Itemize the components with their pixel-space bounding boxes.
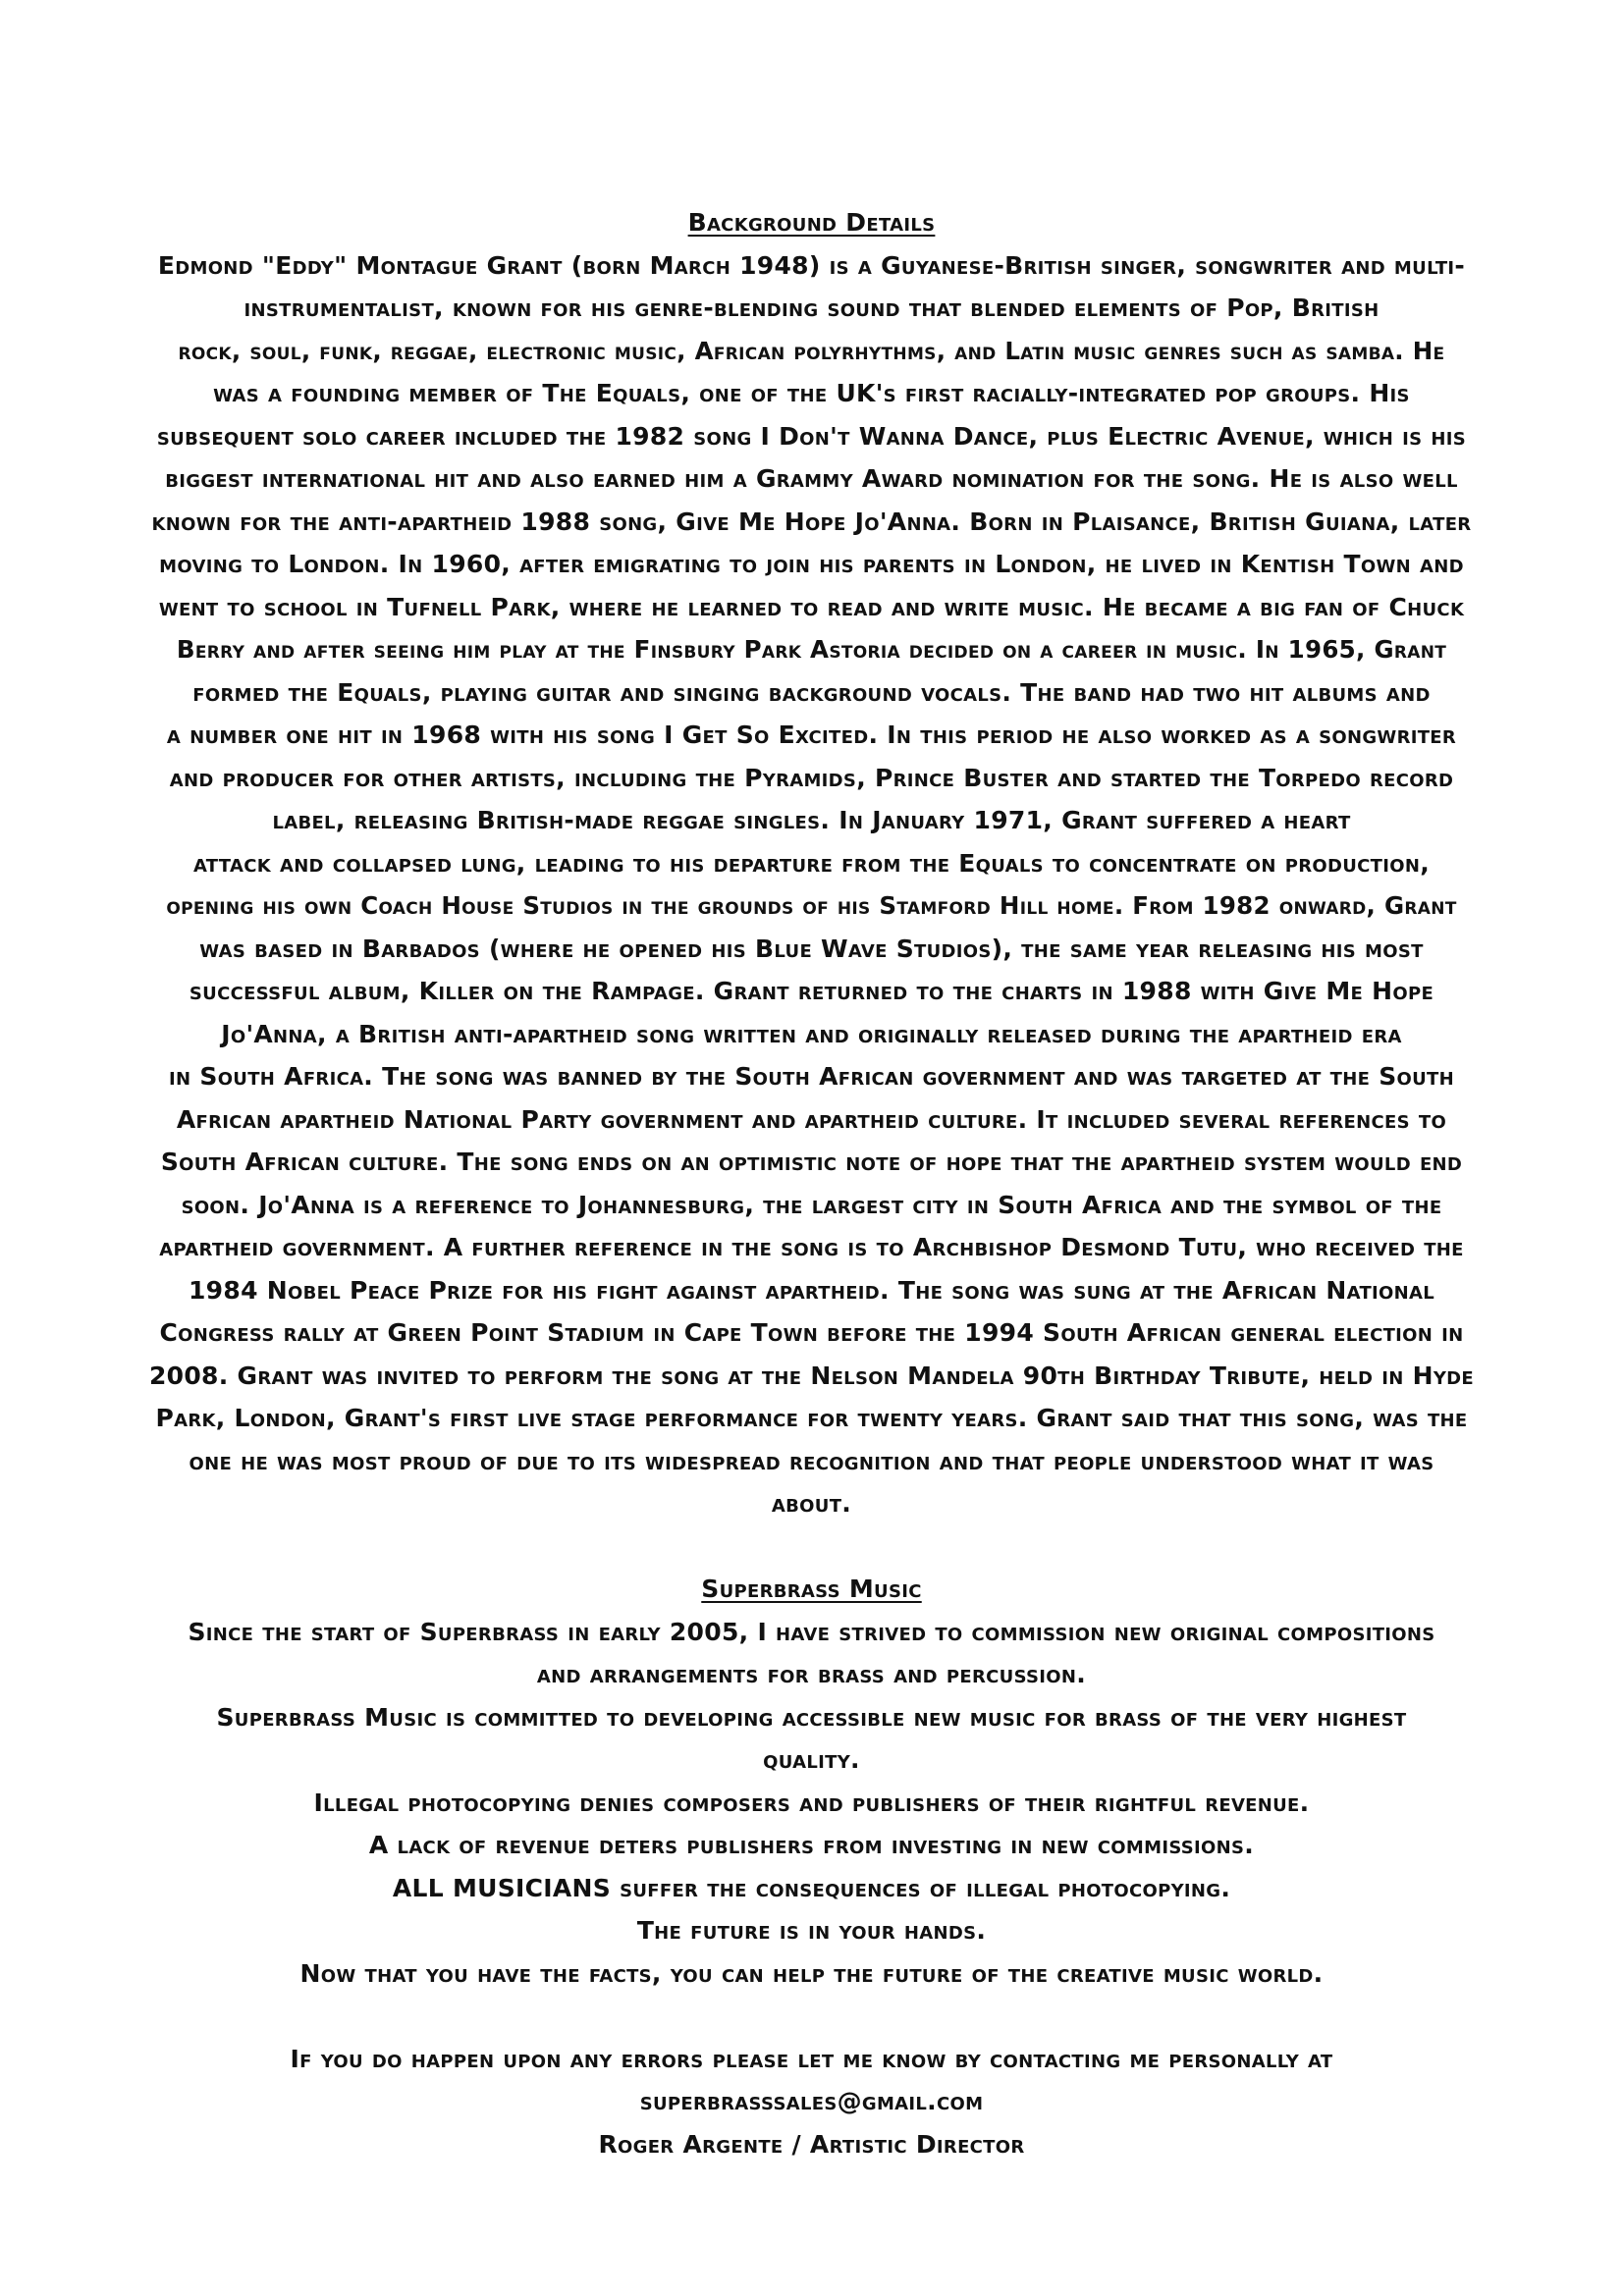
- contact-email: superbrasssales@gmail.com: [639, 2087, 984, 2115]
- background-line: 1984 Nobel Peace Prize for his fight against apartheid. The song was sung at the African National: [188, 1275, 1435, 1305]
- superbrass-line: The future is in your hands.: [636, 1916, 987, 1945]
- background-line: successful album, Killer on the Rampage. Grant returned to the charts in 1988 with Give Me Hope: [189, 977, 1434, 1005]
- background-line: Berry and after seeing him play at the Finsbury Park Astoria decided on a career in music. In 1965, Grant: [176, 635, 1447, 664]
- superbrass-body: [147, 1611, 1476, 1996]
- superbrass-line: A lack of revenue deters publishers from investing in new commissions.: [368, 1831, 1255, 1859]
- background-line: was based in Barbados (where he opened his Blue Wave Studios), the same year releasing his most: [199, 934, 1424, 963]
- background-line: moving to London. In 1960, after emigrating to join his parents in London, he lived in Kentish Town and: [159, 550, 1464, 578]
- background-line: Edmond "Eddy" Montague Grant (born March 1948) is a Guyanese-British singer, songwriter and multi-: [157, 250, 1466, 280]
- background-line: label, releasing British-made reggae singles. In January 1971, Grant suffered a heart: [272, 806, 1351, 834]
- background-line: biggest international hit and also earned him a Grammy Award nomination for the song. He is also well: [165, 464, 1458, 493]
- background-line: South African culture. The song ends on an optimistic note of hope that the apartheid system would end: [160, 1148, 1463, 1176]
- musicians-emphasis: ALL MUSICIANS: [392, 1873, 612, 1902]
- background-line: in South Africa. The song was banned by the South African government and was targeted at the South: [169, 1062, 1454, 1091]
- background-line: Congress rally at Green Point Stadium in Cape Town before the 1994 South African general election in: [159, 1318, 1464, 1347]
- background-line: soon. Jo'Anna is a reference to Johannesburg, the largest city in South Africa and the symbol of the: [181, 1190, 1442, 1219]
- background-line: and producer for other artists, including the Pyramids, Prince Buster and started the Torpedo record: [169, 763, 1454, 792]
- background-line: attack and collapsed lung, leading to his departure from the Equals to concentrate on production,: [192, 848, 1431, 878]
- superbrass-line: Illegal photocopying denies composers and publishers of their rightful revenue.: [313, 1788, 1310, 1817]
- background-line: Jo'Anna, a British anti-apartheid song written and originally released during the apartheid era: [221, 1019, 1402, 1048]
- background-line: instrumentalist, known for his genre-blending sound that blended elements of Pop, British: [243, 294, 1380, 322]
- background-line: was a founding member of The Equals, one of the UK's first racially-integrated pop groups. His: [213, 379, 1410, 407]
- background-line: African apartheid National Party government and apartheid culture. It included several references to: [176, 1104, 1447, 1134]
- section-spacer: [147, 1995, 1476, 2038]
- background-line: formed the Equals, playing guitar and singing background vocals. The band had two hit albums and: [192, 677, 1431, 707]
- contact-block: [147, 2038, 1476, 2166]
- background-line: rock, soul, funk, reggae, electronic music, African polyrhythms, and Latin music genres such as samba. He: [178, 336, 1445, 365]
- background-line: a number one hit in 1968 with his song I Get So Excited. In this period he also worked as a songwriter: [166, 721, 1457, 749]
- background-line: one he was most proud of due to its widespread recognition and that people understood what it was: [189, 1446, 1434, 1475]
- section-spacer: [147, 1525, 1476, 1569]
- background-line: subsequent solo career included the 1982 song I Don't Wanna Dance, plus Electric Avenue, which is his: [156, 421, 1467, 451]
- background-body: [147, 244, 1476, 1525]
- superbrass-line: Since the start of Superbrass in early 2005, I have strived to commission new original compositions: [188, 1617, 1435, 1646]
- contact-line: If you do happen upon any errors please let me know by contacting me personally at: [290, 2044, 1333, 2073]
- background-line: known for the anti-apartheid 1988 song, Give Me Hope Jo'Anna. Born in Plaisance, British Guiana, later: [151, 507, 1472, 536]
- background-line: Park, London, Grant's first live stage performance for twenty years. Grant said that this song, was the: [155, 1404, 1468, 1432]
- background-line: went to school in Tufnell Park, where he learned to read and write music. He became a big fan of Chuck: [158, 592, 1465, 621]
- superbrass-line: quality.: [763, 1745, 860, 1774]
- background-line: about.: [771, 1489, 852, 1518]
- musicians-rest: suffer the consequences of illegal photocopying.: [611, 1873, 1231, 1902]
- background-line: 2008. Grant was invited to perform the song at the Nelson Mandela 90th Birthday Tribute, held in Hyde: [148, 1361, 1475, 1390]
- background-line: apartheid government. A further reference in the song is to Archbishop Desmond Tutu, who received the: [159, 1233, 1464, 1261]
- superbrass-line: Superbrass Music is committed to developing accessible new music for brass of the very highest: [216, 1702, 1407, 1732]
- superbrass-line: Now that you have the facts, you can help the future of the creative music world.: [299, 1958, 1324, 1988]
- musicians-line: [147, 1867, 1476, 1910]
- superbrass-line: and arrangements for brass and percussion.: [536, 1660, 1087, 1688]
- background-heading: Background Details: [687, 208, 936, 237]
- document-page: [147, 201, 1476, 2165]
- background-line: opening his own Coach House Studios in the grounds of his Stamford Hill home. From 1982 onward, Grant: [166, 891, 1457, 920]
- signature: Roger Argente / Artistic Director: [598, 2129, 1025, 2159]
- superbrass-heading: Superbrass Music: [701, 1575, 922, 1603]
